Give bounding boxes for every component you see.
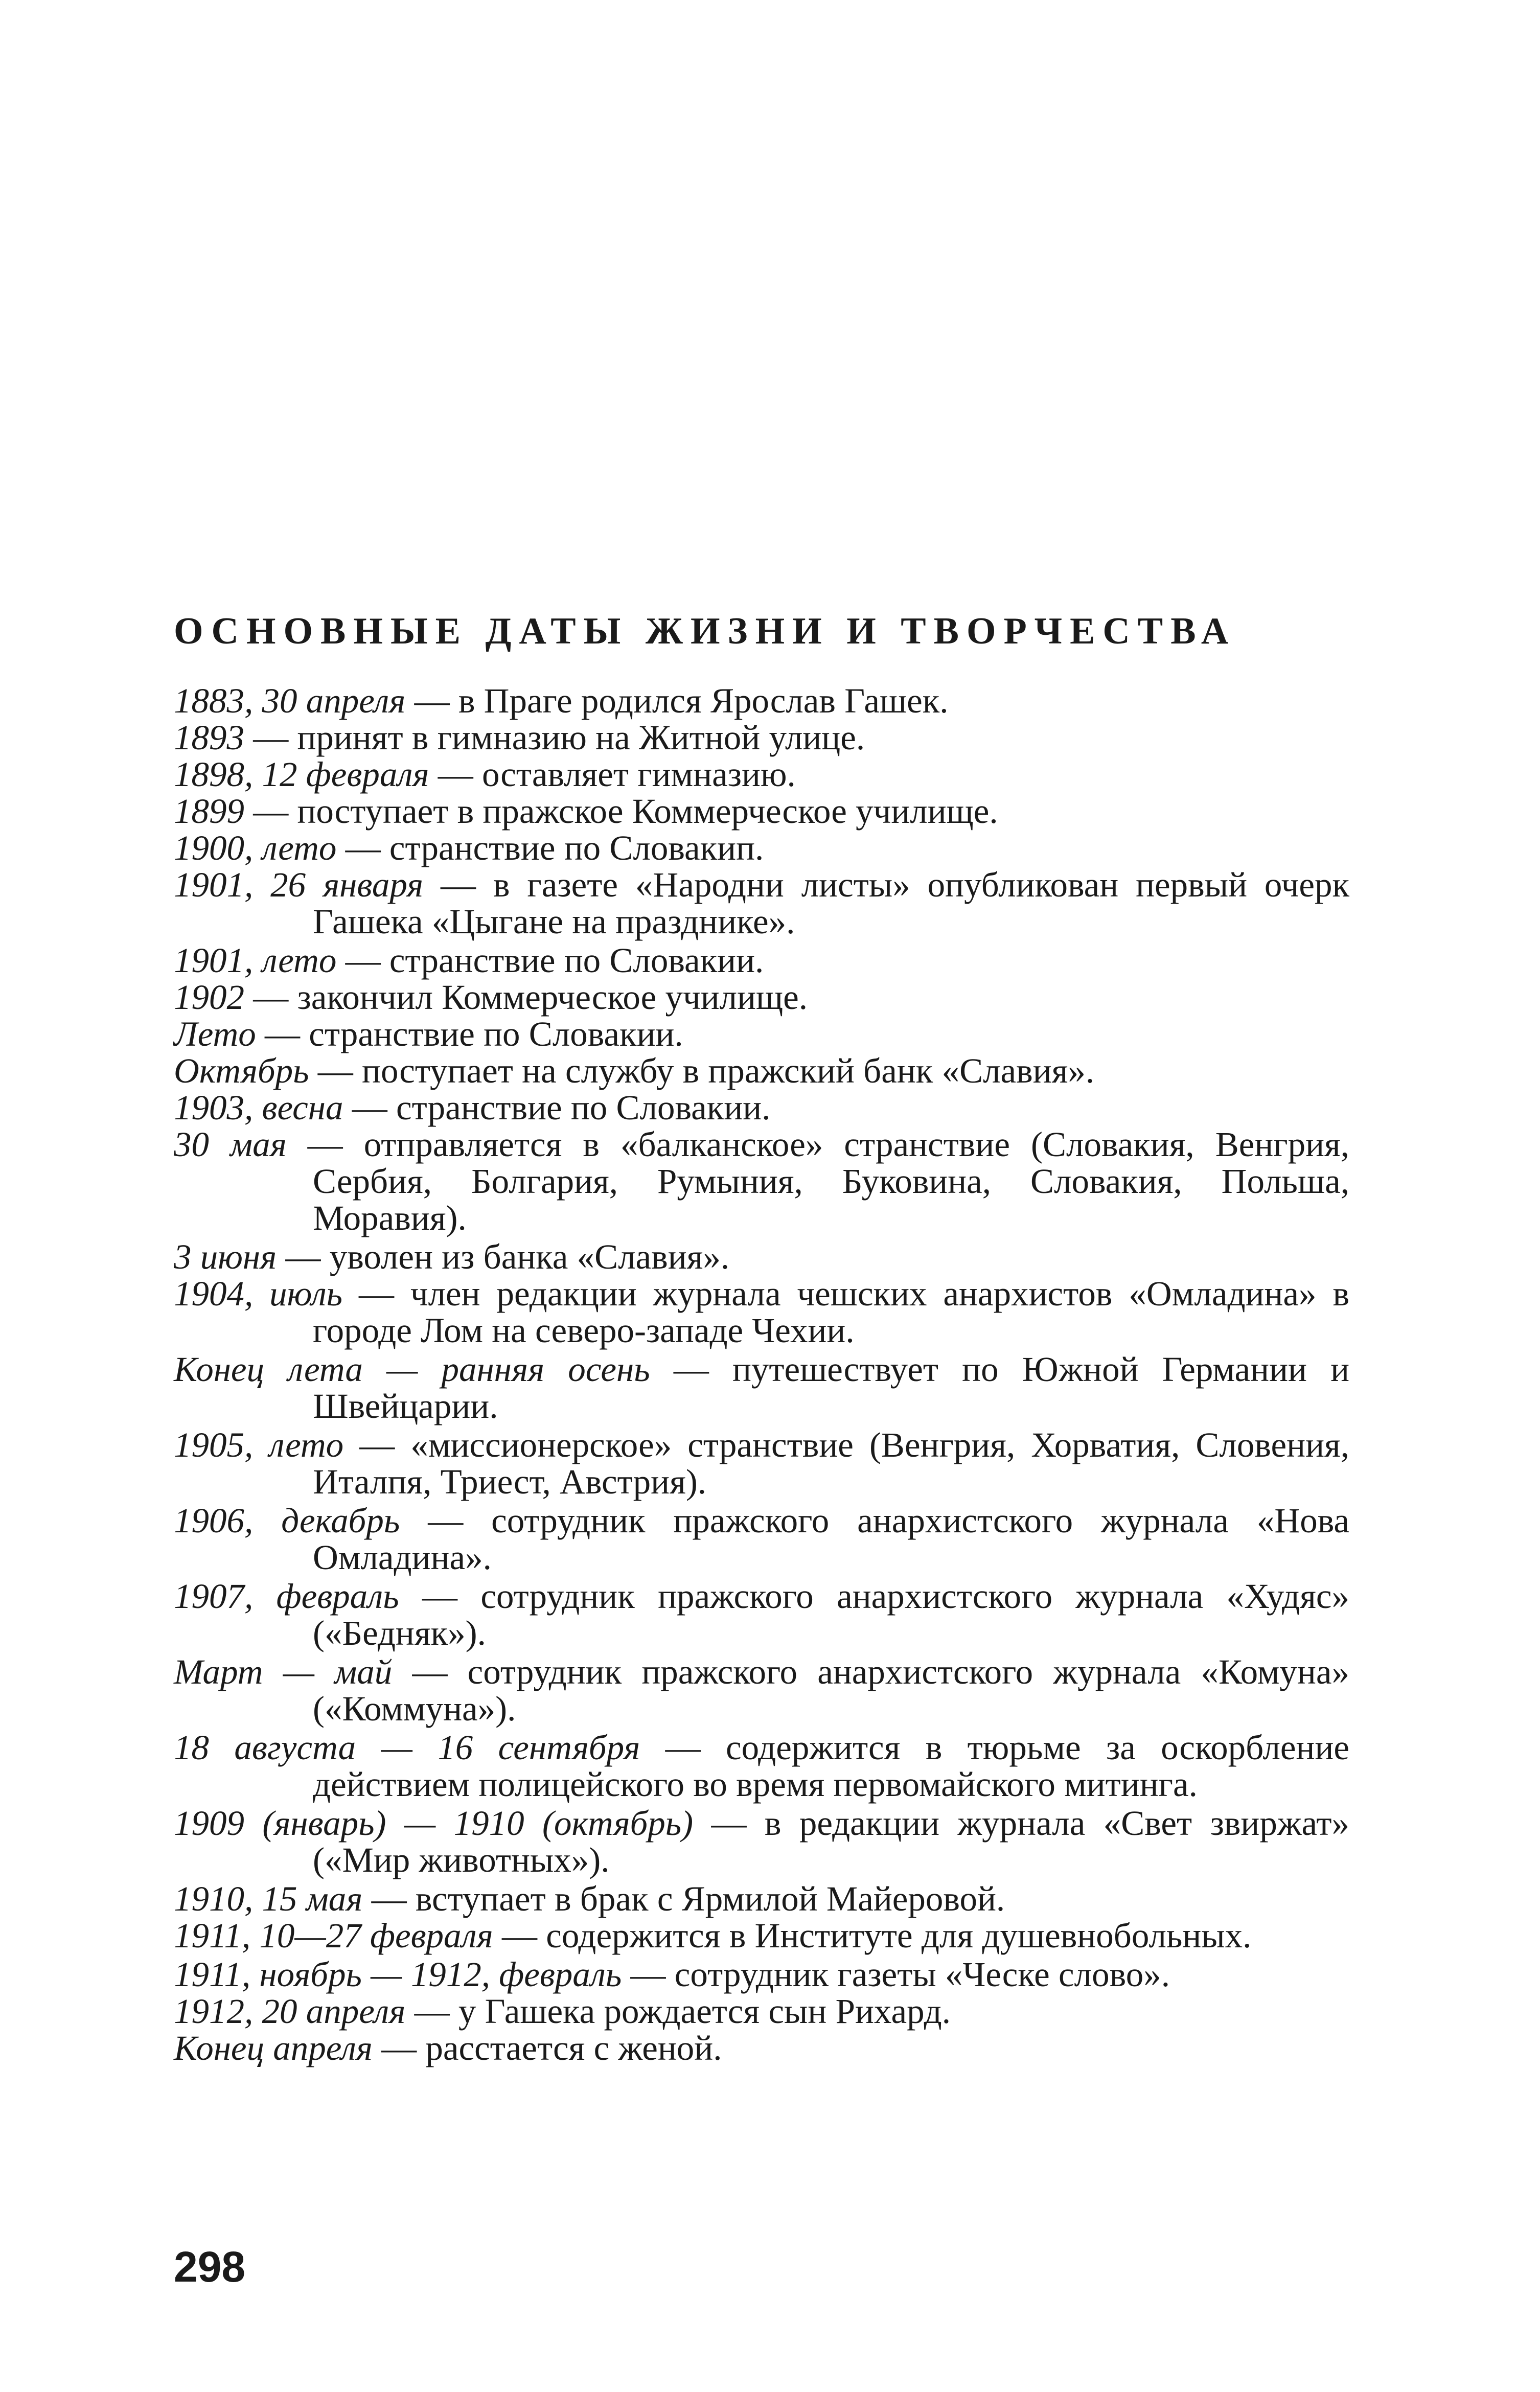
- entry-date: 1901, лето: [174, 941, 337, 980]
- entry-text: — содержится в тюрьме за оскорбление действием полицейского во время первомайского митинга.: [313, 1728, 1349, 1804]
- entry-text: — уволен из банка «Славия».: [285, 1237, 730, 1276]
- chapter-title: ОСНОВНЫЕ ДАТЫ ЖИЗНИ И ТВОРЧЕСТВА: [174, 610, 1236, 652]
- entry-text: — закончил Коммерческое училище.: [253, 978, 808, 1017]
- entry-date: 1901, 26 января: [174, 865, 424, 904]
- entry-date: 1899: [174, 792, 244, 831]
- entry-text: — вступает в брак с Ярмилой Майеровой.: [371, 1879, 1005, 1918]
- chronology-entry: [174, 1427, 1349, 1500]
- chronology-entry: [174, 1653, 1349, 1727]
- entry-date: 1911, ноябрь — 1912, февраль: [174, 1955, 622, 1994]
- entry-text: — в редакции журнала «Свет звиржат» («Мир животных»).: [313, 1804, 1350, 1879]
- chronology-entry: [174, 942, 1349, 979]
- chronology-entry: [174, 1052, 1349, 1089]
- entry-date: Лето: [174, 1015, 256, 1053]
- entry-date: 3 июня: [174, 1237, 277, 1276]
- entry-date: 1912, 20 апреля: [174, 1992, 406, 2031]
- entry-date: 30 мая: [174, 1125, 287, 1164]
- entry-date: 1909 (январь) — 1910 (октябрь): [174, 1804, 694, 1843]
- entry-date: Конец лета — ранняя осень: [174, 1350, 650, 1389]
- chronology-entry: [174, 1351, 1349, 1424]
- entry-date: 1906, декабрь: [174, 1501, 400, 1540]
- entry-text: — оставляет гимназию.: [438, 755, 796, 794]
- chronology-list: [174, 682, 1349, 2066]
- entry-text: — поступает на службу в пражский банк «Славия».: [317, 1051, 1095, 1090]
- chronology-entry: [174, 1238, 1349, 1275]
- page-number: 298: [174, 2243, 246, 2291]
- chronology-entry: [174, 1993, 1349, 2030]
- entry-date: Октябрь: [174, 1051, 309, 1090]
- chronology-entry: [174, 1805, 1349, 1878]
- entry-date: 1904, июль: [174, 1274, 343, 1313]
- entry-date: 18 августа — 16 сентября: [174, 1728, 640, 1767]
- entry-text: — в Праге родился Ярослав Гашек.: [414, 681, 949, 720]
- entry-text: — сотрудник пражского анархистского журнала «Комуна» («Коммуна»).: [313, 1652, 1349, 1728]
- entry-text: — странствие по Словакип.: [345, 829, 764, 867]
- chronology-entry: [174, 793, 1349, 830]
- entry-text: — в газете «Народни листы» опубликован первый очерк Гашека «Цыгане на празднике».: [313, 865, 1349, 941]
- entry-text: — «миссионерское» странствие (Венгрия, Хорватия, Словения, Италпя, Триест, Австрия).: [313, 1425, 1350, 1501]
- entry-text: — у Гашека рождается сын Рихард.: [414, 1992, 951, 2031]
- chronology-entry: [174, 830, 1349, 866]
- chronology-entry: [174, 979, 1349, 1016]
- entry-text: — член редакции журнала чешских анархистов «Омладина» в городе Лом на северо-западе Чехии.: [313, 1274, 1350, 1350]
- entry-text: — путешествует по Южной Германии и Швейцарии.: [313, 1350, 1349, 1425]
- chronology-entry: [174, 682, 1349, 719]
- chronology-entry: [174, 1275, 1349, 1349]
- entry-date: 1903, весна: [174, 1088, 343, 1127]
- entry-text: — сотрудник пражского анархистского журнала «Нова Омладина».: [313, 1501, 1350, 1577]
- chronology-entry: [174, 866, 1349, 940]
- chronology-entry: [174, 1126, 1349, 1236]
- chronology-entry: [174, 756, 1349, 793]
- chronology-entry: [174, 1956, 1349, 1993]
- entry-date: 1883, 30 апреля: [174, 681, 406, 720]
- entry-text: — поступает в пражское Коммерческое училище.: [253, 792, 998, 831]
- entry-text: — расстается с женой.: [381, 2029, 722, 2067]
- entry-date: 1902: [174, 978, 244, 1017]
- entry-date: 1893: [174, 718, 244, 757]
- chronology-entry: [174, 1502, 1349, 1576]
- entry-date: 1900, лето: [174, 829, 337, 867]
- chronology-entry: [174, 1578, 1349, 1651]
- entry-text: — отправляется в «балканское» странствие (Словакия, Венгрия, Сербия, Болгария, Румыния, Буковина, Словакия, Польша, Моравия).: [307, 1125, 1349, 1237]
- entry-date: 1910, 15 мая: [174, 1879, 363, 1918]
- entry-date: Март — май: [174, 1652, 393, 1691]
- entry-text: — принят в гимназию на Житной улице.: [253, 718, 865, 757]
- entry-text: — странствие по Словакии.: [265, 1015, 683, 1053]
- entry-date: 1898, 12 февраля: [174, 755, 429, 794]
- chronology-entry: [174, 1880, 1349, 1917]
- chronology-entry: [174, 1917, 1349, 1954]
- entry-date: 1911, 10—27 февраля: [174, 1916, 493, 1955]
- entry-date: 1907, февраль: [174, 1577, 399, 1616]
- entry-text: — содержится в Институте для душевнобольных.: [501, 1916, 1252, 1955]
- chronology-entry: [174, 1016, 1349, 1052]
- chronology-entry: [174, 1089, 1349, 1126]
- chronology-entry: [174, 719, 1349, 756]
- entry-text: — сотрудник газеты «Ческе слово».: [630, 1955, 1170, 1994]
- entry-text: — сотрудник пражского анархистского журнала «Худяс» («Бедняк»).: [313, 1577, 1350, 1652]
- entry-text: — странствие по Словакии.: [352, 1088, 771, 1127]
- entry-date: Конец апреля: [174, 2029, 373, 2067]
- entry-text: — странствие по Словакии.: [345, 941, 764, 980]
- chronology-entry: [174, 2030, 1349, 2066]
- chronology-entry: [174, 1729, 1349, 1803]
- entry-date: 1905, лето: [174, 1425, 344, 1464]
